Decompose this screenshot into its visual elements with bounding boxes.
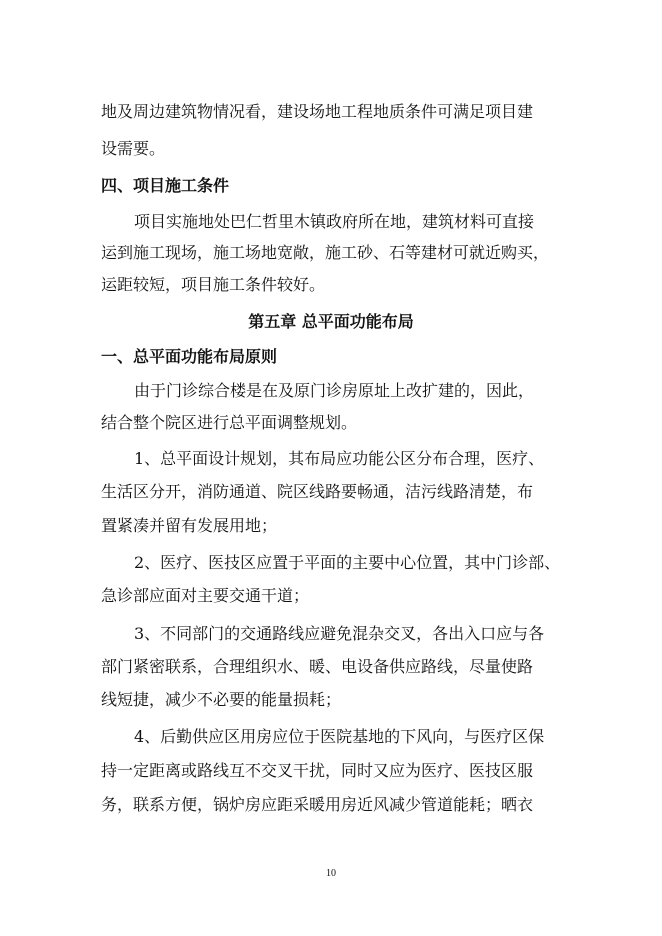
paragraph-line: 4、后勤供应区用房应位于医院基地的下风向，与医疗区保	[134, 727, 545, 746]
paragraph-line: 运到施工现场，施工场地宽敞，施工砂、石等建材可就近购买，	[101, 243, 550, 262]
paragraph-line: 持一定距离或路线互不交叉干扰，同时又应为医疗、医技区服	[101, 761, 534, 780]
paragraph-line: 运距较短，项目施工条件较好。	[101, 275, 326, 294]
paragraph-line: 1、总平面设计规划，其布局应功能公区分布合理，医疗、	[134, 449, 545, 468]
paragraph-line: 部门紧密联系，合理组织水、暖、电设备供应路线，尽量使路	[101, 657, 534, 676]
paragraph-line: 务，联系方便，锅炉房应距采暖用房近风减少管道能耗；晒衣	[101, 795, 534, 814]
chapter-title: 第五章 总平面功能布局	[248, 312, 414, 331]
paragraph-line: 设需要。	[101, 139, 166, 158]
paragraph-line: 3、不同部门的交通路线应避免混杂交叉，各出入口应与各	[134, 624, 545, 643]
paragraph-line: 结合整个院区进行总平面调整规划。	[101, 413, 358, 432]
paragraph-line: 地及周边建筑物情况看，建设场地工程地质条件可满足项目建	[101, 102, 534, 121]
paragraph-line: 由于门诊综合楼是在及原门诊房原址上改扩建的，因此，	[134, 381, 535, 400]
paragraph-line: 生活区分开，消防通道、院区线路要畅通，洁污线路清楚，布	[101, 482, 534, 501]
section-heading-four: 四、项目施工条件	[101, 176, 230, 195]
paragraph-line: 2、医疗、医技区应置于平面的主要中心位置，其中门诊部、	[134, 553, 561, 572]
paragraph-line: 项目实施地处巴仁哲里木镇政府所在地，建筑材料可直接	[134, 212, 535, 231]
paragraph-line: 急诊部应面对主要交通干道；	[101, 586, 310, 605]
paragraph-line: 置紧凑并留有发展用地；	[101, 516, 278, 535]
paragraph-line: 线短捷，减少不必要的能量损耗；	[101, 690, 342, 709]
section-heading-one: 一、总平面功能布局原则	[101, 347, 278, 366]
page-number: 10	[326, 868, 336, 879]
